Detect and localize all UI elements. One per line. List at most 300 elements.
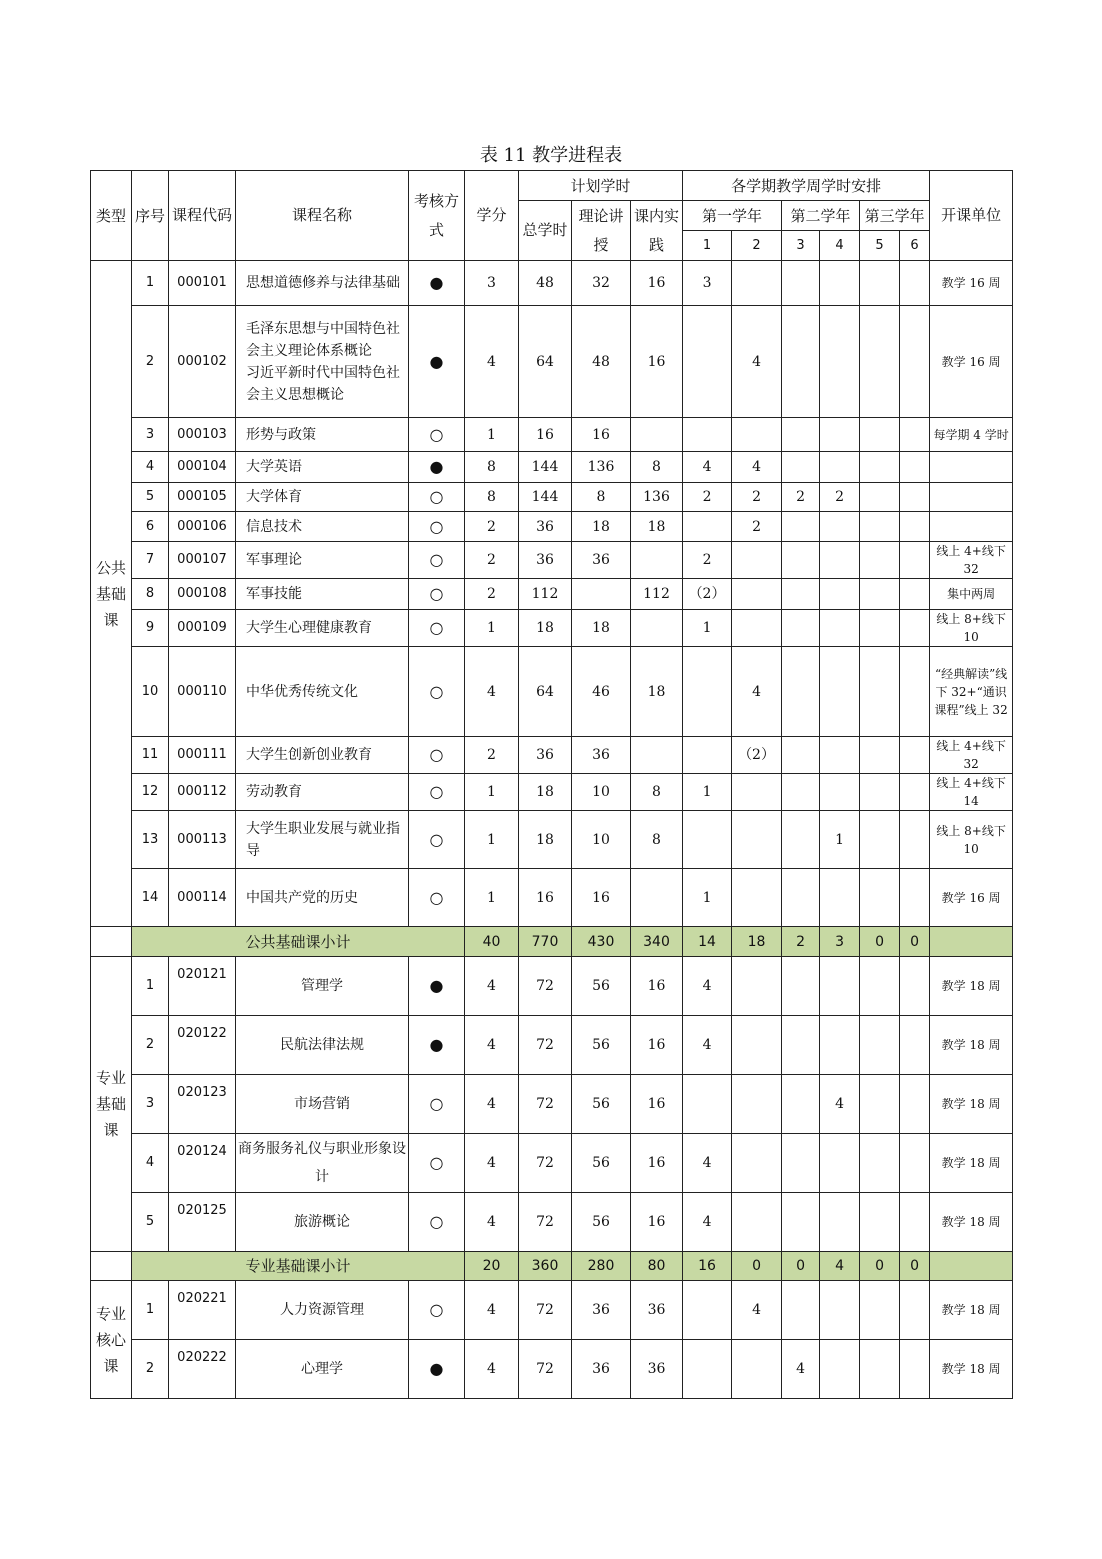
semester-hours-cell bbox=[732, 1193, 782, 1252]
semester-hours-cell bbox=[782, 647, 820, 737]
course-name: 劳动教育 bbox=[236, 774, 409, 811]
table-row bbox=[91, 483, 1013, 512]
seq-cell: 14 bbox=[132, 869, 169, 927]
unit-cell: “经典解读”线下 32+“通识课程”线上 32 bbox=[930, 647, 1013, 737]
theory-hours-cell: 10 bbox=[572, 811, 631, 869]
practice-hours-cell: 18 bbox=[631, 647, 683, 737]
subtotal-semester: 0 bbox=[860, 1252, 900, 1281]
theory-hours-cell: 56 bbox=[572, 957, 631, 1016]
exam-mark: ○ bbox=[409, 579, 465, 610]
semester-hours-cell: 4 bbox=[732, 1281, 782, 1340]
subtotal-practice: 340 bbox=[631, 927, 683, 957]
code-cell: 020125 bbox=[169, 1193, 236, 1252]
practice-hours-cell: 112 bbox=[631, 579, 683, 610]
theory-hours-cell: 56 bbox=[572, 1016, 631, 1075]
theory-hours-cell: 56 bbox=[572, 1193, 631, 1252]
table-row bbox=[91, 869, 1013, 927]
subtotal-credit: 20 bbox=[465, 1252, 519, 1281]
practice-hours-cell: 36 bbox=[631, 1340, 683, 1399]
header-semester: 4 bbox=[820, 231, 860, 261]
seq-cell: 2 bbox=[132, 1340, 169, 1399]
table-row bbox=[91, 542, 1013, 579]
exam-mark: ● bbox=[409, 957, 465, 1016]
semester-hours-cell: 4 bbox=[683, 452, 732, 483]
header-year-1: 第一学年 bbox=[683, 201, 782, 231]
semester-hours-cell bbox=[782, 869, 820, 927]
course-type: 专业核心课 bbox=[91, 1281, 132, 1399]
semester-hours-cell bbox=[820, 452, 860, 483]
semester-hours-cell bbox=[683, 512, 732, 542]
unit-cell: 线上 8+线下 10 bbox=[930, 610, 1013, 647]
semester-hours-cell: 2 bbox=[683, 483, 732, 512]
course-type: 公共基础课 bbox=[91, 261, 132, 927]
unit-cell: 教学 18 周 bbox=[930, 957, 1013, 1016]
semester-hours-cell: 4 bbox=[820, 1075, 860, 1134]
semester-hours-cell: 4 bbox=[683, 1134, 732, 1193]
practice-hours-cell: 16 bbox=[631, 957, 683, 1016]
semester-hours-cell bbox=[820, 261, 860, 306]
semester-hours-cell bbox=[860, 512, 900, 542]
semester-hours-cell bbox=[820, 957, 860, 1016]
code-cell: 000102 bbox=[169, 306, 236, 418]
semester-hours-cell bbox=[732, 610, 782, 647]
total-hours-cell: 36 bbox=[519, 542, 572, 579]
semester-hours-cell bbox=[782, 306, 820, 418]
semester-hours-cell bbox=[900, 647, 930, 737]
total-hours-cell: 144 bbox=[519, 483, 572, 512]
code-cell: 020122 bbox=[169, 1016, 236, 1075]
table-row bbox=[91, 452, 1013, 483]
semester-hours-cell bbox=[900, 1193, 930, 1252]
semester-hours-cell: 4 bbox=[782, 1340, 820, 1399]
table-row bbox=[91, 774, 1013, 811]
theory-hours-cell: 46 bbox=[572, 647, 631, 737]
course-name: 军事技能 bbox=[236, 579, 409, 610]
semester-hours-cell bbox=[860, 1075, 900, 1134]
semester-hours-cell bbox=[782, 811, 820, 869]
semester-hours-cell bbox=[860, 811, 900, 869]
semester-hours-cell bbox=[900, 542, 930, 579]
credit-cell: 4 bbox=[465, 1281, 519, 1340]
semester-hours-cell bbox=[860, 869, 900, 927]
credit-cell: 2 bbox=[465, 512, 519, 542]
header-year-3: 第三学年 bbox=[860, 201, 930, 231]
practice-hours-cell: 16 bbox=[631, 1075, 683, 1134]
header-type: 类型 bbox=[91, 171, 132, 261]
unit-cell: 集中两周 bbox=[930, 579, 1013, 610]
semester-hours-cell bbox=[860, 452, 900, 483]
subtotal-type-spacer bbox=[91, 927, 132, 957]
semester-hours-cell bbox=[900, 957, 930, 1016]
semester-hours-cell bbox=[900, 1075, 930, 1134]
seq-cell: 2 bbox=[132, 1016, 169, 1075]
code-cell: 000106 bbox=[169, 512, 236, 542]
header-year-2: 第二学年 bbox=[782, 201, 860, 231]
seq-cell: 8 bbox=[132, 579, 169, 610]
total-hours-cell: 64 bbox=[519, 647, 572, 737]
semester-hours-cell bbox=[732, 957, 782, 1016]
seq-cell: 11 bbox=[132, 737, 169, 774]
subtotal-semester: 2 bbox=[782, 927, 820, 957]
semester-hours-cell bbox=[782, 610, 820, 647]
semester-hours-cell: 4 bbox=[683, 1016, 732, 1075]
table-row bbox=[91, 261, 1013, 306]
practice-hours-cell: 16 bbox=[631, 306, 683, 418]
practice-hours-cell: 16 bbox=[631, 1134, 683, 1193]
theory-hours-cell: 36 bbox=[572, 1340, 631, 1399]
semester-hours-cell bbox=[732, 1340, 782, 1399]
total-hours-cell: 72 bbox=[519, 1340, 572, 1399]
code-cell: 000101 bbox=[169, 261, 236, 306]
semester-hours-cell bbox=[860, 1134, 900, 1193]
unit-cell: 线上 4+线下 32 bbox=[930, 737, 1013, 774]
exam-mark: ○ bbox=[409, 1075, 465, 1134]
course-name: 人力资源管理 bbox=[236, 1281, 409, 1340]
unit-cell bbox=[930, 483, 1013, 512]
total-hours-cell: 18 bbox=[519, 610, 572, 647]
semester-hours-cell bbox=[683, 811, 732, 869]
table-row bbox=[91, 306, 1013, 418]
semester-hours-cell bbox=[900, 1134, 930, 1193]
seq-cell: 3 bbox=[132, 1075, 169, 1134]
credit-cell: 2 bbox=[465, 542, 519, 579]
semester-hours-cell: 2 bbox=[732, 512, 782, 542]
unit-cell: 教学 18 周 bbox=[930, 1340, 1013, 1399]
unit-cell: 教学 18 周 bbox=[930, 1193, 1013, 1252]
exam-mark: ○ bbox=[409, 869, 465, 927]
semester-hours-cell bbox=[782, 1193, 820, 1252]
semester-hours-cell bbox=[820, 647, 860, 737]
semester-hours-cell bbox=[900, 1340, 930, 1399]
subtotal-semester: 18 bbox=[732, 927, 782, 957]
semester-hours-cell bbox=[782, 418, 820, 452]
unit-cell: 教学 18 周 bbox=[930, 1134, 1013, 1193]
semester-hours-cell bbox=[860, 1281, 900, 1340]
table-row bbox=[91, 610, 1013, 647]
practice-hours-cell: 136 bbox=[631, 483, 683, 512]
semester-hours-cell bbox=[900, 811, 930, 869]
semester-hours-cell: 2 bbox=[683, 542, 732, 579]
practice-hours-cell: 8 bbox=[631, 811, 683, 869]
semester-hours-cell bbox=[860, 737, 900, 774]
semester-hours-cell bbox=[683, 306, 732, 418]
total-hours-cell: 72 bbox=[519, 1134, 572, 1193]
semester-hours-cell bbox=[900, 512, 930, 542]
code-cell: 000107 bbox=[169, 542, 236, 579]
unit-cell bbox=[930, 512, 1013, 542]
credit-cell: 4 bbox=[465, 957, 519, 1016]
subtotal-type-spacer bbox=[91, 1252, 132, 1281]
total-hours-cell: 72 bbox=[519, 1281, 572, 1340]
theory-hours-cell: 36 bbox=[572, 1281, 631, 1340]
semester-hours-cell bbox=[732, 579, 782, 610]
semester-hours-cell bbox=[900, 261, 930, 306]
unit-cell: 线上 4+线下 14 bbox=[930, 774, 1013, 811]
total-hours-cell: 18 bbox=[519, 774, 572, 811]
subtotal-row bbox=[91, 927, 1013, 957]
exam-mark: ○ bbox=[409, 1281, 465, 1340]
semester-hours-cell bbox=[860, 957, 900, 1016]
practice-hours-cell: 8 bbox=[631, 452, 683, 483]
practice-hours-cell bbox=[631, 737, 683, 774]
table-title: 表 11 教学进程表 bbox=[479, 145, 623, 166]
semester-hours-cell bbox=[820, 869, 860, 927]
credit-cell: 1 bbox=[465, 869, 519, 927]
semester-hours-cell: 4 bbox=[732, 452, 782, 483]
credit-cell: 1 bbox=[465, 774, 519, 811]
semester-hours-cell bbox=[820, 1134, 860, 1193]
semester-hours-cell bbox=[900, 869, 930, 927]
table-row bbox=[91, 418, 1013, 452]
semester-hours-cell bbox=[683, 1340, 732, 1399]
unit-cell: 教学 18 周 bbox=[930, 1075, 1013, 1134]
semester-hours-cell bbox=[732, 418, 782, 452]
semester-hours-cell: 4 bbox=[683, 1193, 732, 1252]
theory-hours-cell: 48 bbox=[572, 306, 631, 418]
subtotal-semester: 0 bbox=[900, 1252, 930, 1281]
semester-hours-cell bbox=[860, 1340, 900, 1399]
table-row bbox=[91, 512, 1013, 542]
subtotal-semester: 16 bbox=[683, 1252, 732, 1281]
total-hours-cell: 16 bbox=[519, 418, 572, 452]
theory-hours-cell: 32 bbox=[572, 261, 631, 306]
course-name: 旅游概论 bbox=[236, 1193, 409, 1252]
code-cell: 000103 bbox=[169, 418, 236, 452]
course-name: 大学体育 bbox=[236, 483, 409, 512]
exam-mark: ● bbox=[409, 306, 465, 418]
credit-cell: 1 bbox=[465, 811, 519, 869]
table-row bbox=[91, 579, 1013, 610]
semester-hours-cell bbox=[683, 1075, 732, 1134]
code-cell: 000110 bbox=[169, 647, 236, 737]
course-name: 大学英语 bbox=[236, 452, 409, 483]
semester-hours-cell: 2 bbox=[782, 483, 820, 512]
course-name: 大学生心理健康教育 bbox=[236, 610, 409, 647]
course-name: 中国共产党的历史 bbox=[236, 869, 409, 927]
code-cell: 000109 bbox=[169, 610, 236, 647]
credit-cell: 4 bbox=[465, 1193, 519, 1252]
semester-hours-cell bbox=[782, 957, 820, 1016]
semester-hours-cell bbox=[900, 483, 930, 512]
seq-cell: 13 bbox=[132, 811, 169, 869]
practice-hours-cell: 18 bbox=[631, 512, 683, 542]
table-row bbox=[91, 1340, 1013, 1399]
total-hours-cell: 16 bbox=[519, 869, 572, 927]
course-name: 市场营销 bbox=[236, 1075, 409, 1134]
semester-hours-cell bbox=[860, 261, 900, 306]
unit-cell: 线上 8+线下 10 bbox=[930, 811, 1013, 869]
seq-cell: 1 bbox=[132, 957, 169, 1016]
semester-hours-cell bbox=[820, 418, 860, 452]
semester-hours-cell bbox=[820, 579, 860, 610]
semester-hours-cell bbox=[860, 774, 900, 811]
header-schedule: 各学期教学周学时安排 bbox=[683, 171, 930, 201]
semester-hours-cell bbox=[683, 647, 732, 737]
semester-hours-cell bbox=[782, 579, 820, 610]
subtotal-theory: 280 bbox=[572, 1252, 631, 1281]
total-hours-cell: 36 bbox=[519, 512, 572, 542]
total-hours-cell: 72 bbox=[519, 1075, 572, 1134]
exam-mark: ○ bbox=[409, 647, 465, 737]
practice-hours-cell: 16 bbox=[631, 261, 683, 306]
semester-hours-cell: 1 bbox=[683, 869, 732, 927]
semester-hours-cell bbox=[900, 1281, 930, 1340]
semester-hours-cell bbox=[900, 1016, 930, 1075]
code-cell: 000104 bbox=[169, 452, 236, 483]
subtotal-unit bbox=[930, 927, 1013, 957]
subtotal-unit bbox=[930, 1252, 1013, 1281]
practice-hours-cell bbox=[631, 610, 683, 647]
seq-cell: 6 bbox=[132, 512, 169, 542]
credit-cell: 1 bbox=[465, 610, 519, 647]
subtotal-semester: 0 bbox=[782, 1252, 820, 1281]
subtotal-semester: 0 bbox=[900, 927, 930, 957]
semester-hours-cell bbox=[860, 1193, 900, 1252]
semester-hours-cell: 1 bbox=[683, 610, 732, 647]
seq-cell: 3 bbox=[132, 418, 169, 452]
table-row bbox=[91, 957, 1013, 1016]
semester-hours-cell bbox=[900, 452, 930, 483]
exam-mark: ○ bbox=[409, 774, 465, 811]
semester-hours-cell: 4 bbox=[683, 957, 732, 1016]
header-unit: 开课单位 bbox=[930, 171, 1013, 261]
semester-hours-cell bbox=[820, 306, 860, 418]
semester-hours-cell bbox=[820, 737, 860, 774]
theory-hours-cell: 56 bbox=[572, 1075, 631, 1134]
header-seq: 序号 bbox=[132, 171, 169, 261]
subtotal-row bbox=[91, 1252, 1013, 1281]
table-row bbox=[91, 811, 1013, 869]
subtotal-semester: 0 bbox=[860, 927, 900, 957]
semester-hours-cell bbox=[860, 1016, 900, 1075]
theory-hours-cell: 56 bbox=[572, 1134, 631, 1193]
semester-hours-cell bbox=[900, 306, 930, 418]
unit-cell: 教学 16 周 bbox=[930, 306, 1013, 418]
unit-cell: 每学期 4 学时 bbox=[930, 418, 1013, 452]
semester-hours-cell bbox=[820, 1016, 860, 1075]
semester-hours-cell bbox=[683, 737, 732, 774]
seq-cell: 4 bbox=[132, 1134, 169, 1193]
credit-cell: 4 bbox=[465, 1340, 519, 1399]
header-semester: 5 bbox=[860, 231, 900, 261]
unit-cell bbox=[930, 452, 1013, 483]
semester-hours-cell bbox=[900, 610, 930, 647]
table-row bbox=[91, 1134, 1013, 1193]
subtotal-semester: 0 bbox=[732, 1252, 782, 1281]
code-cell: 000105 bbox=[169, 483, 236, 512]
table-row bbox=[91, 1193, 1013, 1252]
semester-hours-cell bbox=[732, 261, 782, 306]
course-name: 管理学 bbox=[236, 957, 409, 1016]
semester-hours-cell bbox=[732, 1075, 782, 1134]
semester-hours-cell: 1 bbox=[820, 811, 860, 869]
course-name: 思想道德修养与法律基础 bbox=[236, 261, 409, 306]
semester-hours-cell bbox=[782, 452, 820, 483]
theory-hours-cell: 36 bbox=[572, 542, 631, 579]
semester-hours-cell: 2 bbox=[732, 483, 782, 512]
semester-hours-cell: （2） bbox=[683, 579, 732, 610]
code-cell: 000114 bbox=[169, 869, 236, 927]
semester-hours-cell bbox=[782, 1134, 820, 1193]
semester-hours-cell bbox=[860, 579, 900, 610]
subtotal-semester: 4 bbox=[820, 1252, 860, 1281]
exam-mark: ○ bbox=[409, 737, 465, 774]
semester-hours-cell bbox=[860, 418, 900, 452]
credit-cell: 8 bbox=[465, 483, 519, 512]
header-theory: 理论讲授 bbox=[572, 201, 631, 261]
header-code: 课程代码 bbox=[169, 171, 236, 261]
table-row bbox=[91, 647, 1013, 737]
semester-hours-cell: 4 bbox=[732, 647, 782, 737]
code-cell: 000108 bbox=[169, 579, 236, 610]
header-practice: 课内实践 bbox=[631, 201, 683, 261]
practice-hours-cell bbox=[631, 869, 683, 927]
unit-cell: 教学 18 周 bbox=[930, 1016, 1013, 1075]
semester-hours-cell bbox=[782, 542, 820, 579]
credit-cell: 4 bbox=[465, 306, 519, 418]
semester-hours-cell: 2 bbox=[820, 483, 860, 512]
semester-hours-cell bbox=[732, 811, 782, 869]
code-cell: 020121 bbox=[169, 957, 236, 1016]
exam-mark: ○ bbox=[409, 1134, 465, 1193]
exam-mark: ○ bbox=[409, 418, 465, 452]
header-credit: 学分 bbox=[465, 171, 519, 261]
teaching-schedule-table bbox=[90, 170, 1013, 1399]
semester-hours-cell bbox=[820, 610, 860, 647]
exam-mark: ● bbox=[409, 261, 465, 306]
total-hours-cell: 72 bbox=[519, 1016, 572, 1075]
semester-hours-cell bbox=[782, 1281, 820, 1340]
practice-hours-cell: 36 bbox=[631, 1281, 683, 1340]
course-name: 民航法律法规 bbox=[236, 1016, 409, 1075]
total-hours-cell: 18 bbox=[519, 811, 572, 869]
table-row bbox=[91, 737, 1013, 774]
code-cell: 020124 bbox=[169, 1134, 236, 1193]
exam-mark: ○ bbox=[409, 542, 465, 579]
subtotal-total: 360 bbox=[519, 1252, 572, 1281]
seq-cell: 1 bbox=[132, 1281, 169, 1340]
exam-mark: ○ bbox=[409, 1193, 465, 1252]
subtotal-label: 公共基础课小计 bbox=[132, 927, 465, 957]
credit-cell: 1 bbox=[465, 418, 519, 452]
course-name: 形势与政策 bbox=[236, 418, 409, 452]
theory-hours-cell: 16 bbox=[572, 418, 631, 452]
seq-cell: 12 bbox=[132, 774, 169, 811]
theory-hours-cell: 36 bbox=[572, 737, 631, 774]
semester-hours-cell bbox=[820, 1193, 860, 1252]
header-exam: 考核方式 bbox=[409, 171, 465, 261]
table-row bbox=[91, 1281, 1013, 1340]
seq-cell: 7 bbox=[132, 542, 169, 579]
subtotal-label: 专业基础课小计 bbox=[132, 1252, 465, 1281]
exam-mark: ○ bbox=[409, 610, 465, 647]
header-plan-hours: 计划学时 bbox=[519, 171, 683, 201]
semester-hours-cell bbox=[782, 1016, 820, 1075]
subtotal-semester: 14 bbox=[683, 927, 732, 957]
seq-cell: 5 bbox=[132, 1193, 169, 1252]
code-cell: 000112 bbox=[169, 774, 236, 811]
table-header bbox=[91, 171, 1013, 261]
semester-hours-cell: 3 bbox=[683, 261, 732, 306]
seq-cell: 4 bbox=[132, 452, 169, 483]
semester-hours-cell bbox=[820, 542, 860, 579]
exam-mark: ○ bbox=[409, 512, 465, 542]
table-row bbox=[91, 1075, 1013, 1134]
course-name: 军事理论 bbox=[236, 542, 409, 579]
semester-hours-cell: 1 bbox=[683, 774, 732, 811]
header-name: 课程名称 bbox=[236, 171, 409, 261]
total-hours-cell: 64 bbox=[519, 306, 572, 418]
